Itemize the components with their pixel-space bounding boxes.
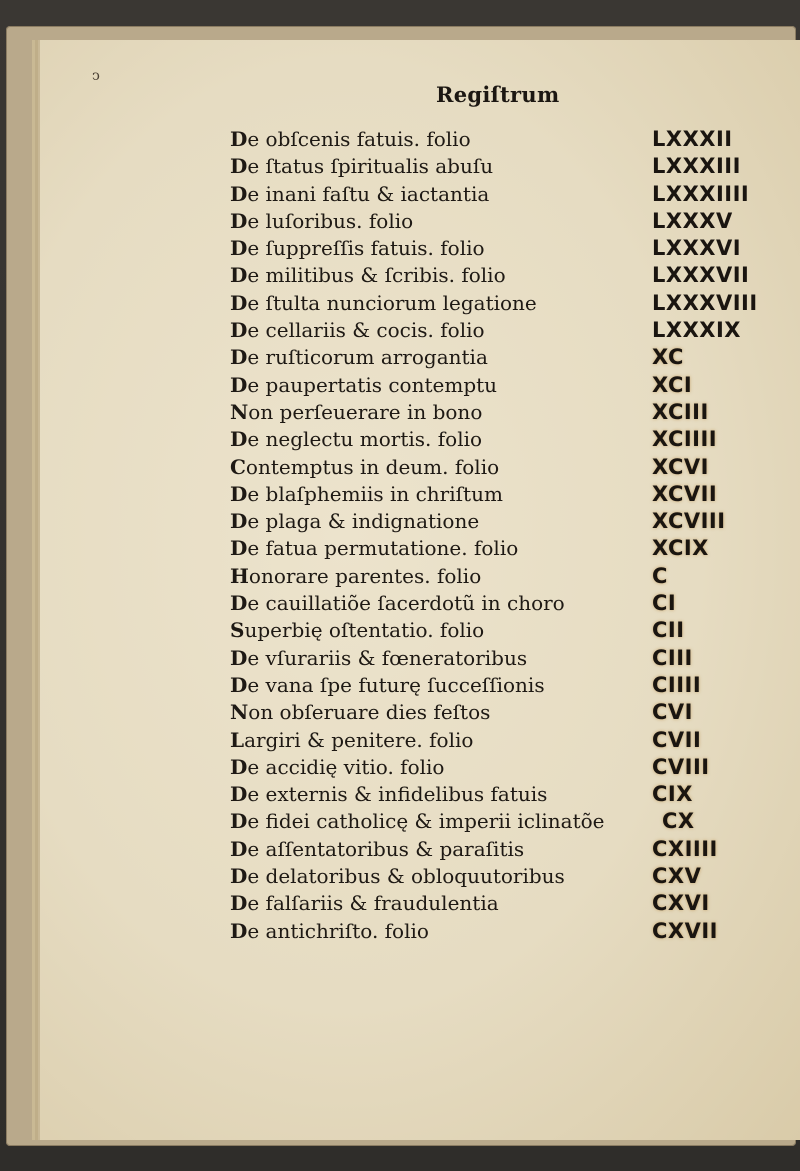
entry-title: De antichriſto. folio xyxy=(230,918,429,943)
entry-title: De vſurariis & fœneratoribus xyxy=(230,645,528,670)
folio-numeral: LXXXII xyxy=(652,127,733,151)
register-entry xyxy=(230,863,770,890)
folio-numeral: LXXXV xyxy=(652,208,733,233)
register-entry xyxy=(230,836,770,863)
folio-numeral: XCIIII xyxy=(652,427,718,452)
register-entry xyxy=(230,590,770,617)
entry-title: De cellariis & cocis. folio xyxy=(230,318,485,343)
folio-numeral: XCIII xyxy=(652,399,709,424)
entry-title: De ſtulta nunciorum legatione xyxy=(230,290,537,315)
folio-numeral: CII xyxy=(652,618,685,643)
folio-numeral: XCIX xyxy=(652,536,709,561)
entry-title: De neglectu mortis. folio xyxy=(230,427,483,452)
entry-title: Honorare parentes. folio xyxy=(230,563,482,588)
folio-numeral: LXXXVI xyxy=(652,236,742,261)
entry-title: De luſoribus. folio xyxy=(230,208,414,233)
folio-numeral: LXXXIIII xyxy=(652,181,750,206)
entry-title: De accidię vitio. folio xyxy=(230,754,445,779)
register-entry xyxy=(230,454,770,481)
register-entry xyxy=(230,617,770,644)
register-entry xyxy=(230,918,770,945)
entry-title: De cauillatiõe ſacerdotũ in choro xyxy=(230,591,565,616)
folio-numeral: LXXXIX xyxy=(652,318,741,343)
register-entry xyxy=(230,508,770,535)
entry-title: De ſtatus ſpiritualis abuſu xyxy=(230,154,494,179)
register-entry xyxy=(230,153,770,180)
register-entry xyxy=(230,208,770,235)
folio-numeral: CXVII xyxy=(652,918,718,943)
entry-title: De ſuppreſſis fatuis. folio xyxy=(230,236,485,261)
register-entry xyxy=(230,699,770,726)
book-page xyxy=(40,40,800,1140)
folio-numeral: CX xyxy=(662,809,695,834)
register-entry xyxy=(230,399,770,426)
folio-numeral: CI xyxy=(652,591,677,616)
folio-numeral: LXXXVII xyxy=(652,263,750,288)
folio-numeral: CVIII xyxy=(652,754,710,779)
register-entry xyxy=(230,344,770,371)
folio-numeral: CVII xyxy=(652,727,702,752)
entry-title: De delatoribus & obloquutoribus xyxy=(230,864,565,889)
register-entry xyxy=(230,481,770,508)
register-entry xyxy=(230,781,770,808)
corner-mark: ↄ xyxy=(92,68,100,84)
register-entry xyxy=(230,645,770,672)
entry-title: De obſcenis fatuis. folio xyxy=(230,127,471,151)
entry-title: De plaga & indignatione xyxy=(230,509,480,534)
register-entry xyxy=(230,563,770,590)
register-entry xyxy=(230,426,770,453)
folio-numeral: XCVIII xyxy=(652,509,726,534)
folio-numeral: CXVI xyxy=(652,891,710,916)
register-list xyxy=(230,126,770,945)
entry-title: De blaſphemiis in chriſtum xyxy=(230,481,503,506)
register-entry xyxy=(230,808,770,835)
folio-numeral: XCVII xyxy=(652,481,718,506)
entry-title: De militibus & ſcribis. folio xyxy=(230,263,506,288)
register-entry xyxy=(230,672,770,699)
folio-numeral: CXV xyxy=(652,864,702,889)
entry-title: Largiri & penitere. folio xyxy=(230,727,474,752)
register-entry xyxy=(230,262,770,289)
folio-numeral: CXIIII xyxy=(652,836,718,861)
entry-title: De inani faſtu & iactantia xyxy=(230,181,490,206)
folio-numeral: CIII xyxy=(652,645,693,670)
register-entry xyxy=(230,317,770,344)
register-entry xyxy=(230,727,770,754)
entry-title: Non obſeruare dies feſtos xyxy=(230,700,491,725)
register-entry xyxy=(230,535,770,562)
folio-numeral: LXXXIII xyxy=(652,154,741,179)
entry-title: De ruſticorum arrogantia xyxy=(230,345,488,370)
register-entry xyxy=(230,290,770,317)
folio-numeral: LXXXVIII xyxy=(652,290,758,315)
entry-title: De aſſentatoribus & paraſitis xyxy=(230,836,525,861)
entry-title: De fatua permutatione. folio xyxy=(230,536,519,561)
register-entry xyxy=(230,181,770,208)
entry-title: De falſariis & fraudulentia xyxy=(230,891,499,916)
folio-numeral: CIIII xyxy=(652,672,702,697)
folio-numeral: C xyxy=(652,563,668,588)
folio-numeral: CVI xyxy=(652,700,693,725)
folio-numeral: XCVI xyxy=(652,454,709,479)
entry-title: Contemptus in deum. folio xyxy=(230,454,500,479)
register-entry xyxy=(230,890,770,917)
entry-title: Superbię oſtentatio. folio xyxy=(230,618,485,643)
entry-title: Non perſeuerare in bono xyxy=(230,399,483,424)
page-title: Regiſtrum xyxy=(436,82,560,107)
folio-numeral: CIX xyxy=(652,782,693,807)
entry-title: De externis & infidelibus fatuis xyxy=(230,782,548,807)
entry-title: De paupertatis contemptu xyxy=(230,372,498,397)
folio-numeral: XC xyxy=(652,345,684,370)
entry-title: De vana ſpe futurę ſucceſſionis xyxy=(230,672,545,697)
register-entry xyxy=(230,372,770,399)
register-entry xyxy=(230,754,770,781)
folio-numeral: XCI xyxy=(652,372,693,397)
register-entry xyxy=(230,126,770,153)
register-entry xyxy=(230,235,770,262)
entry-title: De fidei catholicę & imperii iclinatõe xyxy=(230,809,605,834)
